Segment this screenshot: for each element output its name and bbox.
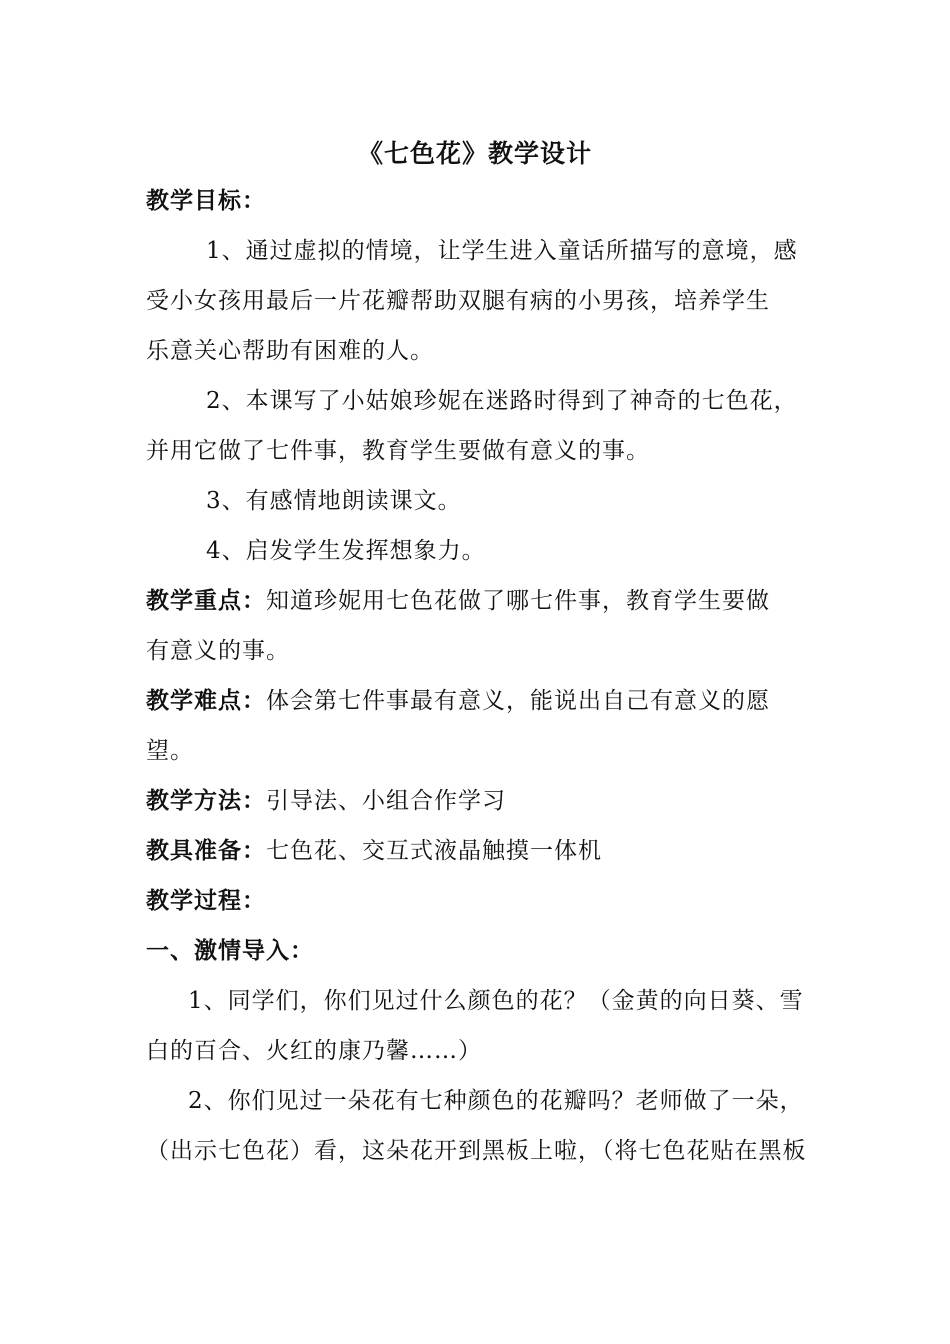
key-point-label: 教学重点： bbox=[146, 587, 266, 614]
method-label: 教学方法： bbox=[146, 787, 266, 814]
tools-text: 七色花、交互式液晶触摸一体机 bbox=[266, 838, 602, 864]
method-line bbox=[146, 786, 506, 816]
difficulty-text: 体会第七件事最有意义，能说出自己有意义的愿 bbox=[266, 688, 770, 714]
tools-line bbox=[146, 836, 602, 866]
key-point-line-1 bbox=[146, 586, 770, 616]
objective-4: 4、启发学生发挥想象力。 bbox=[206, 538, 486, 564]
objective-3: 3、有感情地朗读课文。 bbox=[206, 488, 462, 514]
objective-1-line-2: 受小女孩用最后一片花瓣帮助双腿有病的小男孩，培养学生 bbox=[146, 288, 770, 314]
step-1-line-1: 1、同学们，你们见过什么颜色的花？（金黄的向日葵、雪 bbox=[188, 988, 804, 1014]
key-point-text: 知道珍妮用七色花做了哪七件事，教育学生要做 bbox=[266, 588, 770, 614]
objective-1-line-3: 乐意关心帮助有困难的人。 bbox=[146, 338, 434, 364]
difficulty-line-1 bbox=[146, 686, 770, 716]
step-1-line-2: 白的百合、火红的康乃馨……） bbox=[146, 1038, 482, 1064]
document-title: 《七色花》教学设计 bbox=[357, 139, 592, 168]
key-point-line-2: 有意义的事。 bbox=[146, 638, 290, 664]
difficulty-line-2: 望。 bbox=[146, 738, 194, 764]
objective-2-line-2: 并用它做了七件事，教育学生要做有意义的事。 bbox=[146, 438, 650, 464]
step-2-line-1: 2、你们见过一朵花有七种颜色的花瓣吗？老师做了一朵， bbox=[188, 1088, 804, 1114]
step-2-line-2: （出示七色花）看，这朵花开到黑板上啦，（将七色花贴在黑板 bbox=[146, 1138, 807, 1164]
objective-2-line-1: 2、本课写了小姑娘珍妮在迷路时得到了神奇的七色花， bbox=[206, 388, 798, 414]
objective-1-line-1: 1、通过虚拟的情境，让学生进入童话所描写的意境，感 bbox=[206, 238, 798, 264]
process-heading: 教学过程： bbox=[146, 887, 266, 914]
difficulty-label: 教学难点： bbox=[146, 687, 266, 714]
section-1-heading: 一、激情导入： bbox=[146, 937, 314, 964]
tools-label: 教具准备： bbox=[146, 837, 266, 864]
method-text: 引导法、小组合作学习 bbox=[266, 788, 506, 814]
objectives-heading: 教学目标： bbox=[146, 187, 266, 214]
